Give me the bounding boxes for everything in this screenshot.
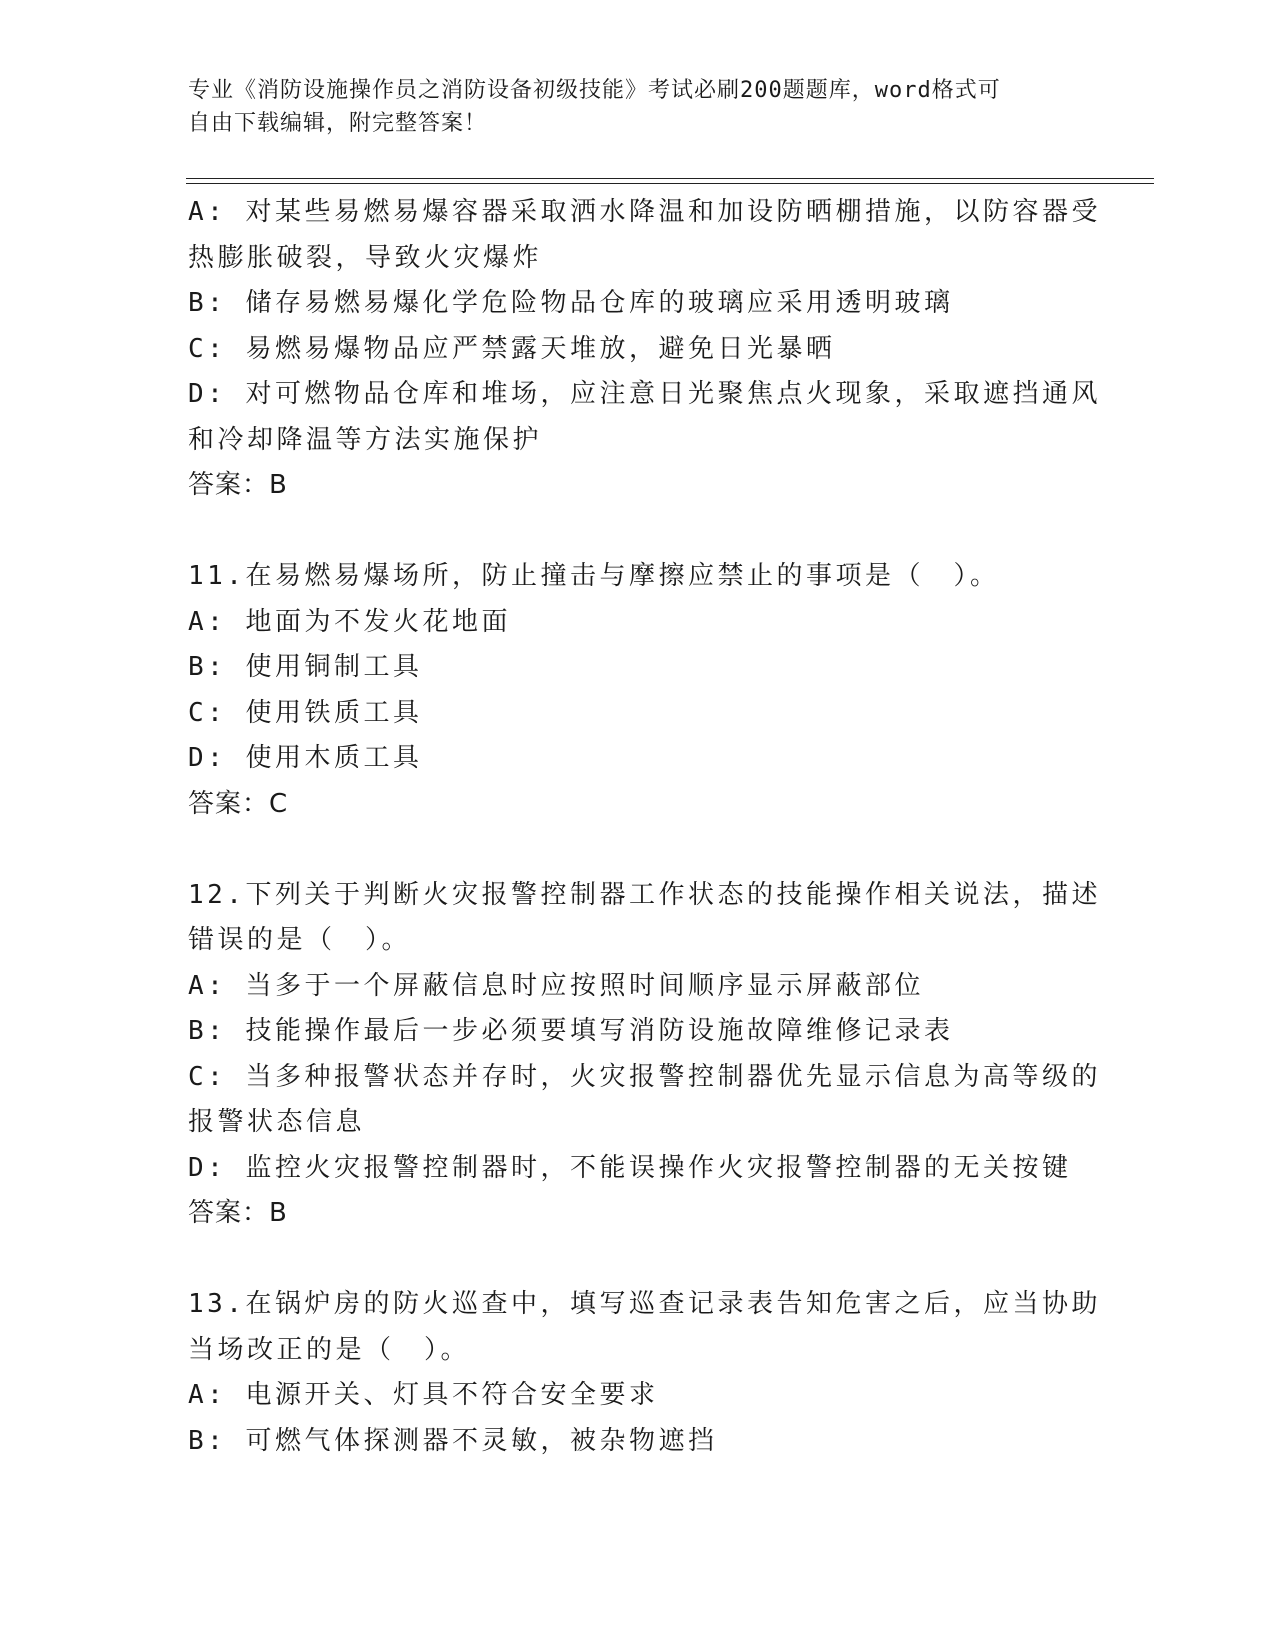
q13-question-continued: 当场改正的是（ ）。	[188, 1334, 471, 1365]
q12-option-c-continued: 报警状态信息	[188, 1107, 366, 1137]
q10-option-b: B: 储存易燃易爆化学危险物品仓库的玻璃应采用透明玻璃	[188, 288, 954, 318]
spacer	[188, 827, 1088, 873]
q11-option-c: C: 使用铁质工具	[188, 697, 423, 728]
q10-option-d: D: 对可燃物品仓库和堆场，应注意日光聚焦点火现象，采取遮挡通风	[188, 379, 1101, 409]
question-content	[188, 190, 1101, 1464]
q10-option-d-continued: 和冷却降温等方法实施保护	[188, 424, 543, 455]
question-12-block	[188, 873, 1101, 1237]
q12-option-d: D: 监控火灾报警控制器时，不能误操作火灾报警控制器的无关按键	[188, 1152, 1072, 1183]
spacer	[188, 1237, 1088, 1283]
header-line-1: 专业《消防设施操作员之消防设备初级技能》考试必刷200题题库，word格式可	[188, 78, 1001, 103]
q13-question: 13.在锅炉房的防火巡查中，填写巡查记录表告知危害之后，应当协助	[188, 1289, 1101, 1319]
q10-answer: 答案：B	[188, 470, 288, 500]
q10-option-c: C: 易燃易爆物品应严禁露天堆放，避免日光暴晒	[188, 333, 836, 364]
q11-option-a: A: 地面为不发火花地面	[188, 606, 511, 637]
q11-answer: 答案：C	[188, 788, 289, 819]
spacer	[188, 509, 1088, 555]
q11-option-d: D: 使用木质工具	[188, 743, 423, 773]
q12-question: 12.下列关于判断火灾报警控制器工作状态的技能操作相关说法，描述	[188, 879, 1101, 910]
q10-option-a: A: 对某些易燃易爆容器采取洒水降温和加设防晒棚措施，以防容器受	[188, 197, 1101, 227]
header-line-2: 自由下载编辑，附完整答案！	[188, 111, 488, 136]
header-divider-top	[186, 178, 1154, 179]
q12-option-a: A: 当多于一个屏蔽信息时应按照时间顺序显示屏蔽部位	[188, 970, 924, 1001]
q12-option-b: B: 技能操作最后一步必须要填写消防设施故障维修记录表	[188, 1016, 954, 1046]
q11-option-b: B: 使用铜制工具	[188, 652, 423, 682]
q13-option-a: A: 电源开关、灯具不符合安全要求	[188, 1380, 659, 1410]
q11-question: 11.在易燃易爆场所，防止撞击与摩擦应禁止的事项是（ ）。	[188, 561, 1000, 591]
q12-option-c: C: 当多种报警状态并存时，火灾报警控制器优先显示信息为高等级的	[188, 1061, 1101, 1092]
header-divider-bottom	[186, 183, 1154, 184]
q12-question-continued: 错误的是（ ）。	[188, 925, 412, 955]
question-11-block	[188, 554, 1088, 827]
q12-answer: 答案：B	[188, 1198, 288, 1228]
question-10-block	[188, 190, 1101, 509]
q10-option-a-continued: 热膨胀破裂，导致火灾爆炸	[188, 242, 543, 273]
document-header	[188, 74, 1068, 140]
q13-option-b: B: 可燃气体探测器不灵敏，被杂物遮挡	[188, 1425, 718, 1456]
question-13-block	[188, 1282, 1101, 1464]
